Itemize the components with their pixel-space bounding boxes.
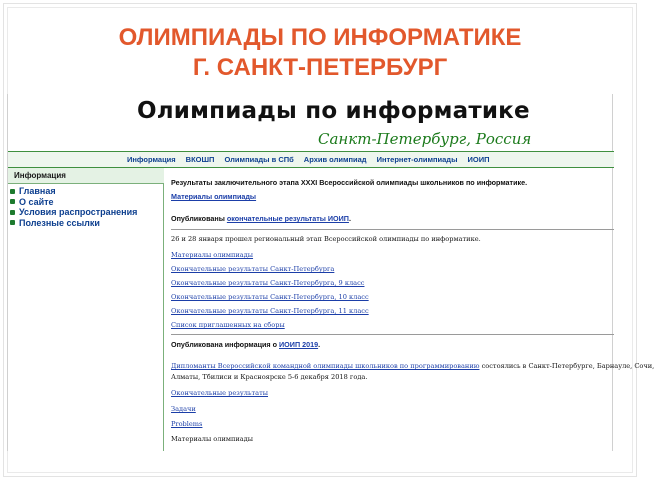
website-screenshot: [7, 94, 654, 451]
sidebar-item-links[interactable]: [10, 218, 137, 229]
bullet-icon: [10, 189, 15, 194]
nav-item-internet[interactable]: Интернет-олимпиады: [376, 155, 458, 164]
regional-link[interactable]: Окончательные результаты Санкт-Петербурга, 10 класс: [171, 293, 369, 301]
results-text: Результаты заключительного этапа XXXI Всероссийской олимпиады школьников по информатике.: [171, 178, 528, 187]
slide-title-line1: ОЛИМПИАДЫ ПО ИНФОРМАТИКЕ: [118, 24, 522, 51]
materials-link[interactable]: Материалы олимпиады: [171, 192, 257, 201]
nav-item-ioip[interactable]: ИОИП: [467, 155, 490, 164]
ioip-line: [171, 340, 320, 349]
regional-link[interactable]: Окончательные результаты Санкт-Петербурга, 11 класс: [171, 307, 369, 315]
ioip-2019-link[interactable]: ИОИП 2019: [279, 340, 319, 349]
problems-link[interactable]: Problems: [171, 420, 203, 428]
regional-link[interactable]: Список приглашенных на сборы: [171, 321, 285, 329]
regional-link[interactable]: Окончательные результаты Санкт-Петербурга, 9 класс: [171, 279, 365, 287]
sidebar-item-terms[interactable]: [10, 207, 137, 218]
bullet-icon: [10, 210, 15, 215]
sidebar-item-about[interactable]: [10, 197, 137, 208]
nav-item-olympiads-spb[interactable]: Олимпиады в СПб: [224, 155, 294, 164]
separator: [171, 334, 614, 335]
regional-text: 26 и 28 января прошел региональный этап Всероссийской олимпиады по информатике.: [171, 235, 481, 243]
slide-title-line2: Г. САНКТ-ПЕТЕРБУРГ: [192, 54, 448, 81]
qualification-text: состоялись в Санкт-Петербурге, Барнауле, Сочи,: [481, 362, 654, 370]
main-content: [171, 168, 654, 451]
sidebar: [8, 168, 164, 451]
ioip-suffix: .: [318, 340, 321, 349]
regional-link[interactable]: Материалы олимпиады: [171, 251, 254, 259]
sidebar-header: Информация: [8, 168, 164, 184]
sidebar-item-label: Главная: [19, 186, 56, 196]
site-logo-subtitle: Санкт-Петербург, Россия: [318, 130, 532, 148]
qualification-line: [171, 362, 654, 370]
nav-item-vkoshp[interactable]: ВКОШП: [185, 155, 215, 164]
final-results-link[interactable]: Окончательные результаты: [171, 389, 269, 397]
final-results-ioip-link[interactable]: окончательные результаты ИОИП: [226, 214, 349, 223]
olympiad-materials-text: Материалы олимпиады: [171, 435, 254, 443]
nav-item-info[interactable]: Информация: [127, 155, 176, 164]
separator: [171, 229, 614, 230]
sidebar-item-home[interactable]: [10, 186, 137, 197]
tasks-link[interactable]: Задачи: [171, 405, 196, 413]
site-logo-title: Олимпиады по информатике: [137, 98, 530, 124]
bullet-icon: [10, 220, 15, 225]
bullet-icon: [10, 199, 15, 204]
nav-item-archive[interactable]: Архив олимпиад: [303, 155, 367, 164]
published-suffix: .: [348, 214, 351, 223]
qualification-link[interactable]: Дипломанты Всероссийской командной олимпиады школьников по программированию: [171, 362, 480, 370]
sidebar-item-label: Полезные ссылки: [19, 217, 100, 228]
sidebar-item-label: Условия распространения: [19, 207, 138, 217]
regional-link[interactable]: Окончательные результаты Санкт-Петербурга: [171, 265, 335, 273]
sidebar-list: [10, 186, 137, 228]
published-prefix: Опубликованы: [171, 214, 225, 223]
ioip-prefix: Опубликована информация о: [171, 340, 278, 349]
site-nav-bar: [8, 151, 614, 168]
qualification-text-2: Алматы, Тбилиси и Красноярске 5-6 декабря 2018 года.: [171, 373, 368, 381]
sidebar-item-label: О сайте: [19, 196, 54, 207]
published-line: [171, 214, 351, 223]
